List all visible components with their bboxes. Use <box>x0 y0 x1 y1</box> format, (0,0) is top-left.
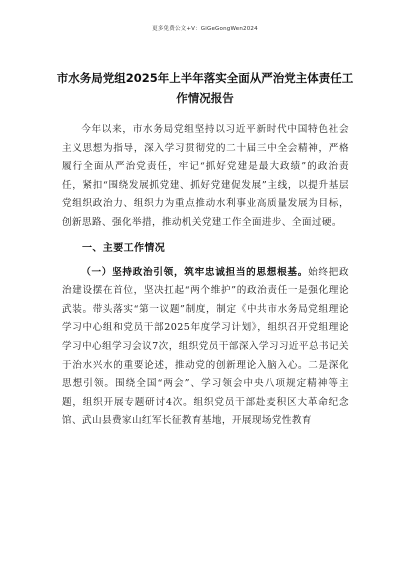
section-heading: 一、主要工作情况 <box>82 242 166 254</box>
intro-paragraph: 今年以来，市水务局党组坚持以习近平新时代中国特色社会主义思想为指导，深入学习贯彻党的二十届三中全会精神，严格履行全面从严治党责任，牢记“抓好党建是最大政绩”的政治责任，紧扣“围绕发展抓党建、抓好党建促发展”主线，以提升基层党组织政治力、组织力为重点推动水利事业高质量发展为目标，创新思路、强化举措，推动机关党建工作全面进步、全面过硬。 <box>62 124 349 228</box>
document-body <box>62 121 349 431</box>
document-title <box>50 68 360 108</box>
sub-section-text: 始终把政治建设摆在首位，坚决扛起“两个维护”的政治责任一是强化理论武装。带头落实“第一议题”制度，制定《中共市水务局党组理论学习中心组和党员干部2025年度学习计划》，组织召开党组理论学习中心组学习会议7次，组织党员干部深入学习习近平总书记关于治水兴水的重要论述，推动党的创新理论入脑入心。二是深化思想引领。围绕全国“两会”、学习领会中央八项规定精神等主题，组织开展专题研讨4次。组织党员干部赴麦积区大革命纪念馆、武山县费家山红军长征教育基地，开展现场党性教育 <box>62 266 349 427</box>
title-line-2: 作情况报告 <box>176 91 234 105</box>
header-note: 更多免费公文+V：GiGeGongWen2024 <box>152 26 258 32</box>
title-line-1: 市水务局党组2025年上半年落实全面从严治党主体责任工 <box>56 71 354 85</box>
sub-section-heading: （一）坚持政治引领，筑牢忠诚担当的思想根基。 <box>81 266 309 278</box>
sub-section-paragraph <box>62 264 349 431</box>
